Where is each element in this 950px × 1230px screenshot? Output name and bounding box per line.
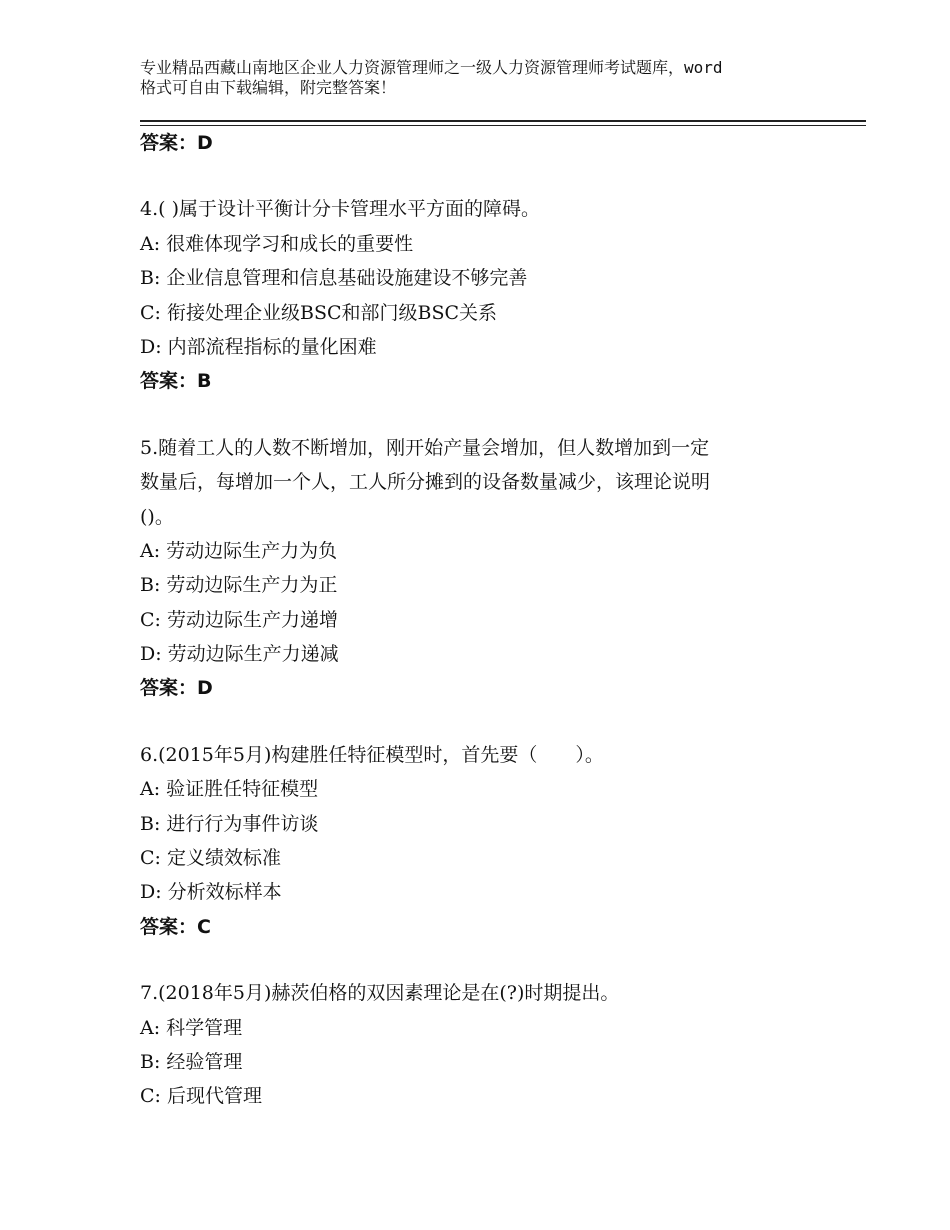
- spacer: [140, 944, 840, 976]
- question-stem: 6.(2015年5月)构建胜任特征模型时，首先要（ ）。: [140, 743, 604, 766]
- option-c: C: 劳动边际生产力递增: [140, 608, 338, 631]
- header-title-line-1: 专业精品西藏山南地区企业人力资源管理师之一级人力资源管理师考试题库，word: [140, 58, 723, 77]
- spacer: [140, 160, 840, 192]
- option-c: C: 定义绩效标准: [140, 847, 281, 870]
- option-b: B: 经验管理: [140, 1050, 243, 1073]
- option-b: B: 劳动边际生产力为正: [140, 574, 338, 597]
- answer: 答案：D: [140, 677, 213, 700]
- option-a: A: 劳动边际生产力为负: [140, 539, 338, 562]
- question-stem-line-2: 数量后，每增加一个人，工人所分摊到的设备数量减少，该理论说明: [140, 471, 711, 494]
- option-b: B: 进行行为事件访谈: [140, 812, 319, 835]
- question-stem-line-1: 5.随着工人的人数不断增加，刚开始产量会增加，但人数增加到一定: [140, 436, 710, 459]
- answer: 答案：B: [140, 370, 212, 393]
- spacer: [140, 706, 840, 738]
- previous-answer: 答案：D: [140, 132, 213, 154]
- question-4: [140, 192, 840, 398]
- answer: 答案：C: [140, 915, 211, 938]
- question-5: [140, 431, 840, 706]
- question-list: [140, 126, 840, 1114]
- question-stem-line-3: ()。: [140, 505, 174, 528]
- document-header: [140, 58, 840, 98]
- question-6: [140, 738, 840, 944]
- header-title-line-2: 格式可自由下载编辑，附完整答案！: [140, 78, 397, 97]
- option-d: D: 内部流程指标的量化困难: [140, 335, 377, 358]
- option-d: D: 劳动边际生产力递减: [140, 643, 339, 666]
- spacer: [140, 399, 840, 431]
- option-c: C: 后现代管理: [140, 1085, 262, 1108]
- question-stem: 4.( )属于设计平衡计分卡管理水平方面的障碍。: [140, 198, 540, 221]
- option-a: A: 验证胜任特征模型: [140, 778, 319, 801]
- option-a: A: 科学管理: [140, 1016, 243, 1039]
- option-a: A: 很难体现学习和成长的重要性: [140, 232, 414, 255]
- option-b: B: 企业信息管理和信息基础设施建设不够完善: [140, 267, 528, 290]
- header-rule-thick: [140, 120, 866, 122]
- option-d: D: 分析效标样本: [140, 881, 282, 904]
- question-7: [140, 976, 840, 1114]
- option-c: C: 衔接处理企业级BSC和部门级BSC关系: [140, 301, 498, 324]
- question-stem: 7.(2018年5月)赫茨伯格的双因素理论是在(?)时期提出。: [140, 982, 620, 1005]
